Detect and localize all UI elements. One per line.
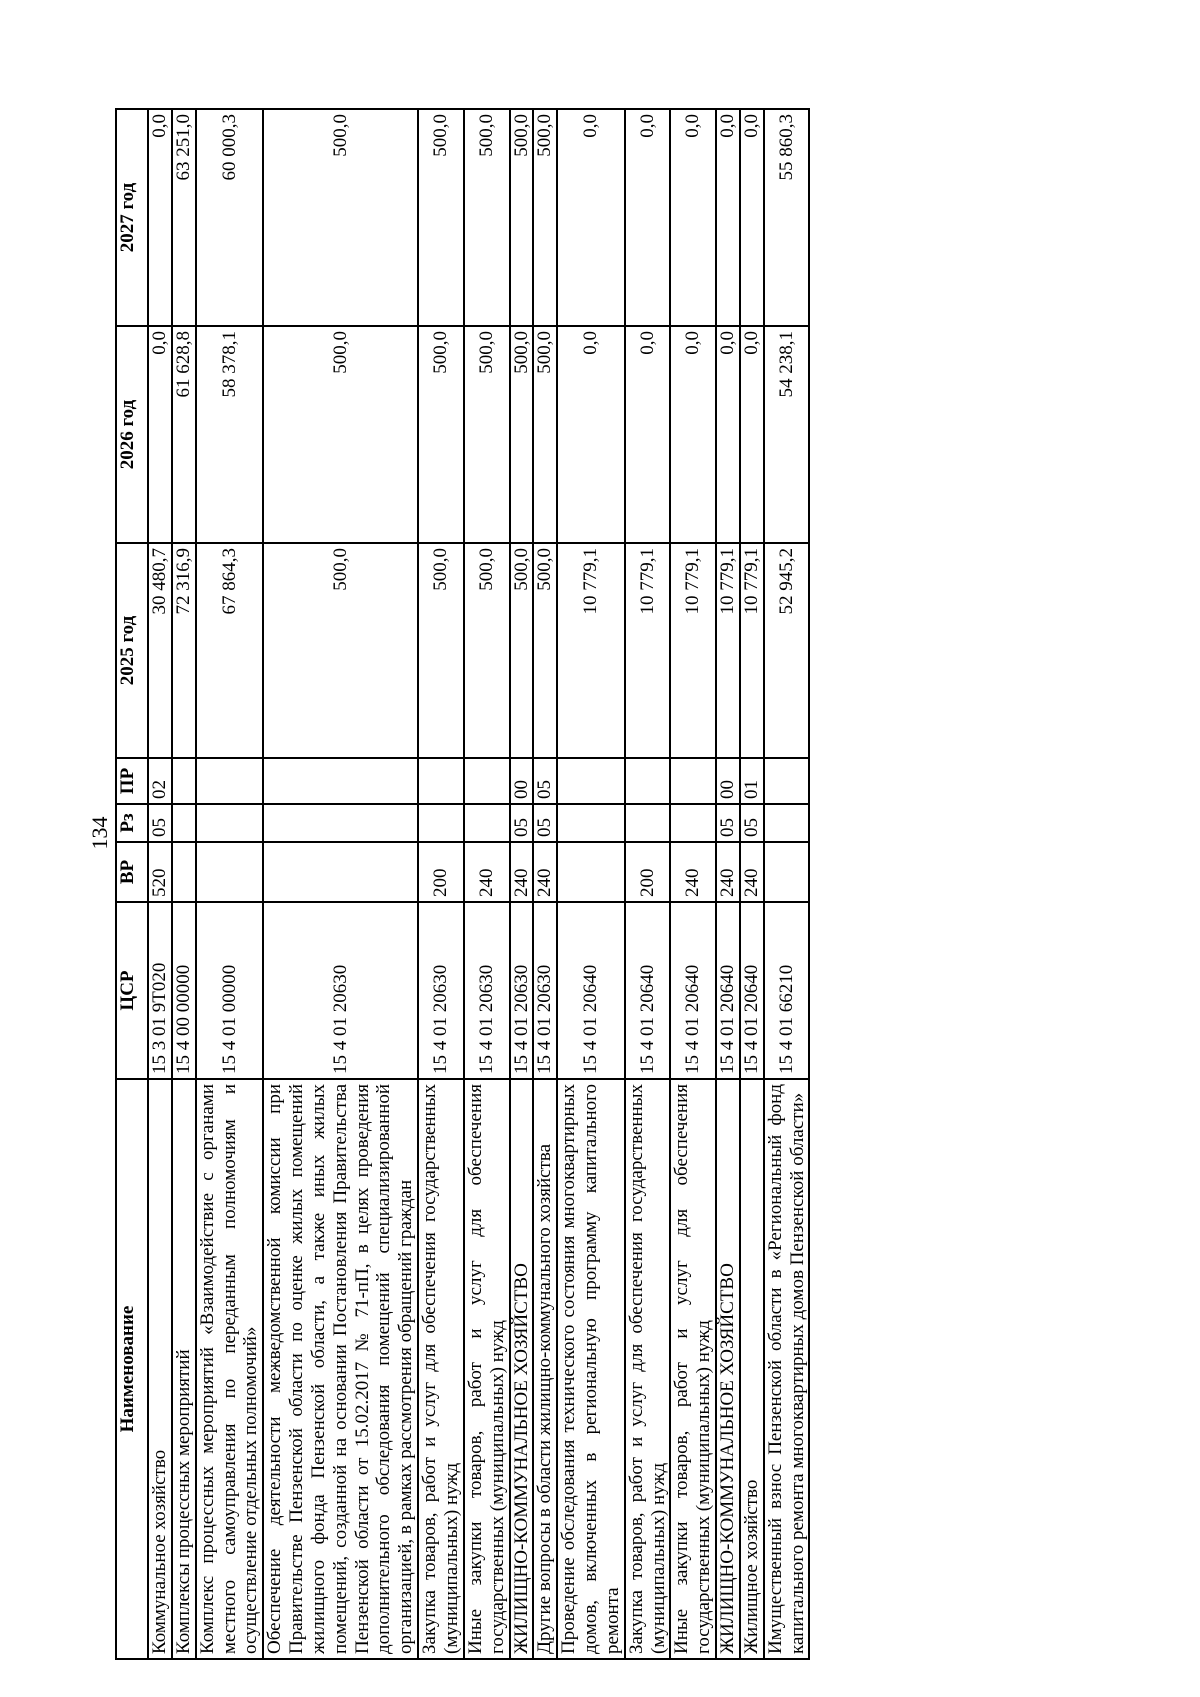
row-2025: 67 864,3 [196, 543, 264, 758]
row-2027: 500,0 [418, 109, 464, 326]
row-rz [670, 804, 716, 842]
row-csr: 15 4 00 00000 [172, 902, 196, 1079]
table-row [148, 109, 172, 1659]
row-name: Комплекс процессных мероприятий «Взаимодействие с органами местного самоуправления по переданным полномочиям и осуществление отдельных полномочий» [196, 1079, 264, 1659]
page-number: 134 [87, 816, 112, 850]
row-name: Закупка товаров, работ и услуг для обеспечения государственных (муниципальных) нужд [625, 1079, 671, 1659]
row-csr: 15 3 01 9Т020 [148, 902, 172, 1079]
table-row [625, 109, 671, 1659]
header-rz: Рз [116, 804, 148, 842]
row-2026: 500,0 [464, 326, 510, 543]
row-2025: 30 480,7 [148, 543, 172, 758]
row-name: Иные закупки товаров, работ и услуг для обеспечения государственных (муниципальных) нужд [670, 1079, 716, 1659]
row-vr [557, 842, 625, 902]
row-pr [418, 758, 464, 804]
row-rz [418, 804, 464, 842]
row-name: ЖИЛИЩНО-КОММУНАЛЬНОЕ ХОЗЯЙСТВО [510, 1079, 534, 1659]
row-csr: 15 4 01 00000 [196, 902, 264, 1079]
row-2027: 0,0 [670, 109, 716, 326]
row-vr: 520 [148, 842, 172, 902]
row-2026: 0,0 [670, 326, 716, 543]
row-rz: 05 [510, 804, 534, 842]
row-2025: 500,0 [418, 543, 464, 758]
row-vr: 240 [510, 842, 534, 902]
row-pr [670, 758, 716, 804]
row-pr [172, 758, 196, 804]
budget-table [115, 108, 810, 1660]
row-2025: 500,0 [464, 543, 510, 758]
row-vr: 240 [464, 842, 510, 902]
row-vr [196, 842, 264, 902]
row-2026: 0,0 [716, 326, 740, 543]
row-2026: 54 238,1 [764, 326, 810, 543]
row-name: Коммунальное хозяйство [148, 1079, 172, 1659]
row-name: ЖИЛИЩНО-КОММУНАЛЬНОЕ ХОЗЯЙСТВО [716, 1079, 740, 1659]
row-pr [625, 758, 671, 804]
row-pr [764, 758, 810, 804]
row-2026: 58 378,1 [196, 326, 264, 543]
row-csr: 15 4 01 20640 [625, 902, 671, 1079]
row-pr [196, 758, 264, 804]
row-2027: 500,0 [510, 109, 534, 326]
row-csr: 15 4 01 20640 [716, 902, 740, 1079]
row-2026: 0,0 [625, 326, 671, 543]
row-csr: 15 4 01 20640 [740, 902, 764, 1079]
row-pr: 01 [740, 758, 764, 804]
row-vr: 240 [716, 842, 740, 902]
row-name: Комплексы процессных мероприятий [172, 1079, 196, 1659]
row-csr: 15 4 01 20630 [533, 902, 557, 1079]
header-2025: 2025 год [116, 543, 148, 758]
row-pr: 00 [510, 758, 534, 804]
row-rz [625, 804, 671, 842]
header-2027: 2027 год [116, 109, 148, 326]
row-pr: 00 [716, 758, 740, 804]
table-row [510, 109, 534, 1659]
row-rz: 05 [716, 804, 740, 842]
row-2026: 500,0 [533, 326, 557, 543]
row-name: Другие вопросы в области жилищно-коммунального хозяйства [533, 1079, 557, 1659]
row-vr: 240 [533, 842, 557, 902]
row-2027: 500,0 [464, 109, 510, 326]
row-vr [172, 842, 196, 902]
table-row [196, 109, 264, 1659]
row-2027: 60 000,3 [196, 109, 264, 326]
row-rz [557, 804, 625, 842]
row-rz: 05 [740, 804, 764, 842]
row-name: Жилищное хозяйство [740, 1079, 764, 1659]
row-rz [764, 804, 810, 842]
header-name: Наименование [116, 1079, 148, 1659]
row-2027: 0,0 [148, 109, 172, 326]
row-name: Закупка товаров, работ и услуг для обеспечения государственных (муниципальных) нужд [418, 1079, 464, 1659]
row-name: Обеспечение деятельности межведомственной комиссии при Правительстве Пензенской области по оценке жилых помещений жилищного фонда Пензенской области, а также иных жилых помещений, созданной на основании Постановления Правительства Пензенской области от 15.02.2017 № 71-пП, в целях проведения дополнительного обследования помещений специализированной организацией, в рамках рассмотрения обращений граждан [263, 1079, 418, 1659]
row-rz [196, 804, 264, 842]
row-rz: 05 [533, 804, 557, 842]
row-vr: 240 [670, 842, 716, 902]
row-2025: 500,0 [533, 543, 557, 758]
row-2027: 63 251,0 [172, 109, 196, 326]
row-vr: 240 [740, 842, 764, 902]
row-csr: 15 4 01 20630 [418, 902, 464, 1079]
row-2025: 52 945,2 [764, 543, 810, 758]
row-vr [764, 842, 810, 902]
row-2026: 0,0 [557, 326, 625, 543]
row-vr: 200 [418, 842, 464, 902]
table-row [418, 109, 464, 1659]
table-row [464, 109, 510, 1659]
row-csr: 15 4 01 20640 [670, 902, 716, 1079]
table-row [263, 109, 418, 1659]
row-2025: 10 779,1 [670, 543, 716, 758]
row-pr: 02 [148, 758, 172, 804]
row-pr: 05 [533, 758, 557, 804]
row-2025: 500,0 [263, 543, 418, 758]
row-csr: 15 4 01 20630 [464, 902, 510, 1079]
row-2027: 0,0 [557, 109, 625, 326]
row-2027: 500,0 [263, 109, 418, 326]
row-2025: 10 779,1 [740, 543, 764, 758]
row-rz [464, 804, 510, 842]
row-pr [464, 758, 510, 804]
row-name: Иные закупки товаров, работ и услуг для обеспечения государственных (муниципальных) нужд [464, 1079, 510, 1659]
table-row [670, 109, 716, 1659]
table-row [557, 109, 625, 1659]
header-vr: ВР [116, 842, 148, 902]
header-csr: ЦСР [116, 902, 148, 1079]
row-rz [263, 804, 418, 842]
row-name: Проведение обследования технического состояния многоквартирных домов, включенных в региональную программу капитального ремонта [557, 1079, 625, 1659]
table-row [172, 109, 196, 1659]
row-rz [172, 804, 196, 842]
table-row [533, 109, 557, 1659]
row-2025: 500,0 [510, 543, 534, 758]
header-pr: ПР [116, 758, 148, 804]
table-row [740, 109, 764, 1659]
row-csr: 15 4 01 66210 [764, 902, 810, 1079]
row-2025: 10 779,1 [557, 543, 625, 758]
table-row [716, 109, 740, 1659]
table-header-row [116, 109, 148, 1659]
row-name: Имущественный взнос Пензенской области в «Региональный фонд капитального ремонта многоквартирных домов Пензенской области» [764, 1079, 810, 1659]
row-csr: 15 4 01 20630 [510, 902, 534, 1079]
row-2026: 0,0 [148, 326, 172, 543]
row-csr: 15 4 01 20630 [263, 902, 418, 1079]
row-2025: 10 779,1 [716, 543, 740, 758]
row-2027: 0,0 [625, 109, 671, 326]
row-2027: 55 860,3 [764, 109, 810, 326]
row-vr [263, 842, 418, 902]
row-2027: 500,0 [533, 109, 557, 326]
row-2026: 0,0 [740, 326, 764, 543]
row-2027: 0,0 [740, 109, 764, 326]
row-2026: 500,0 [263, 326, 418, 543]
row-vr: 200 [625, 842, 671, 902]
row-2026: 61 628,8 [172, 326, 196, 543]
header-2026: 2026 год [116, 326, 148, 543]
row-2025: 72 316,9 [172, 543, 196, 758]
table-row [764, 109, 810, 1659]
row-csr: 15 4 01 20640 [557, 902, 625, 1079]
row-2026: 500,0 [510, 326, 534, 543]
row-pr [557, 758, 625, 804]
row-2027: 0,0 [716, 109, 740, 326]
row-rz: 05 [148, 804, 172, 842]
row-pr [263, 758, 418, 804]
row-2026: 500,0 [418, 326, 464, 543]
budget-table-rotated [115, 110, 1120, 1660]
row-2025: 10 779,1 [625, 543, 671, 758]
